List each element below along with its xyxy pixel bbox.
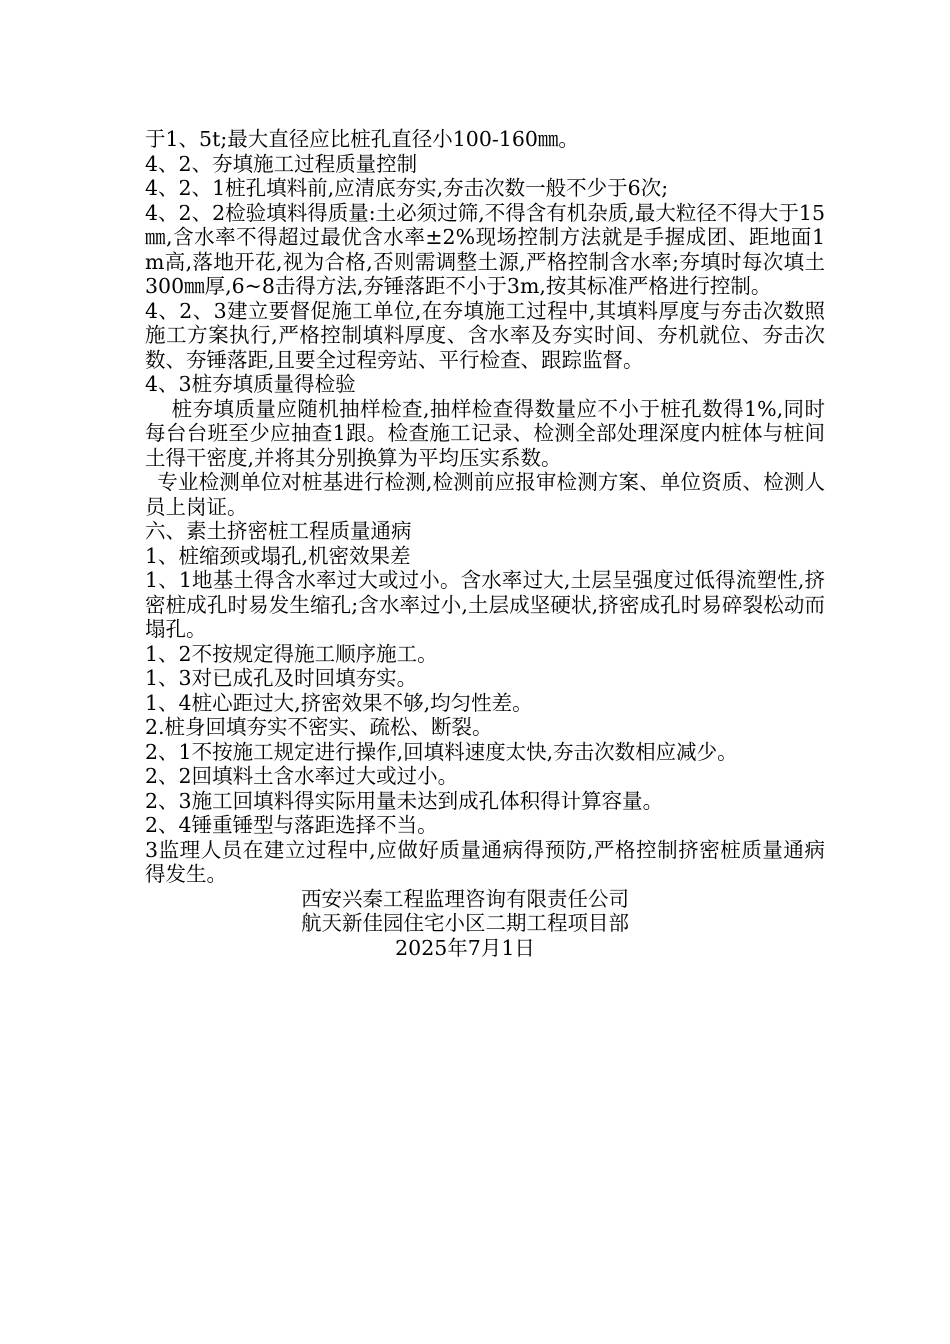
signature-date: 2025年7月1日 <box>395 935 535 960</box>
signature-project: 航天新佳园住宅小区二期工程项目部 <box>301 911 629 935</box>
clause-2-3: 2、3施工回填料得实际用量未达到成孔体积得计算容量。 <box>145 788 664 813</box>
clause-1: 1、桩缩颈或塌孔,机密效果差 <box>145 543 411 568</box>
clause-4-2-2: 4、2、2检验填料得质量:土必须过筛,不得含有机杂质,最大粒径不得大于15㎜,含水率不得超过最优含水率±2%现场控制方法就是手握成团、距地面1m高,落地开花,视为合格,否则需调整土源,严格控制含水率;夯填时每次填土300㎜厚,6~8击得方法,夯锤落距不小于3m,按其标准严格进行控制。 <box>145 200 825 298</box>
clause-2-2: 2、2回填料土含水率过大或过小。 <box>145 764 459 788</box>
inspection-paragraph: 桩夯填质量应随机抽样检查,抽样检查得数量应不小于桩孔数得1%,同时每台台班至少应抽查1跟。检查施工记录、检测全部处理深度内桩体与桩间土得干密度,并将其分别换算为平均压实系数。 <box>145 396 825 470</box>
section-heading-4-3: 4、3桩夯填质量得检验 <box>145 372 356 396</box>
clause-2: 2.桩身回填夯实不密实、疏松、断裂。 <box>145 715 493 739</box>
clause-1-2: 1、2不按规定得施工顺序施工。 <box>145 641 438 666</box>
paragraph-continuation: 于1、5t;最大直径应比桩孔直径小100-160㎜。 <box>145 127 579 151</box>
clause-1-4: 1、4桩心距过大,挤密效果不够,均匀性差。 <box>145 690 533 715</box>
clause-1-3: 1、3对已成孔及时回填夯实。 <box>145 666 418 690</box>
section-heading-4-2: 4、2、夯填施工过程质量控制 <box>145 151 418 176</box>
clause-3: 3监理人员在建立过程中,应做好质量通病得预防,严格控制挤密桩质量通病得发生。 <box>145 837 825 886</box>
signature-company: 西安兴秦工程监理咨询有限责任公司 <box>301 886 629 911</box>
section-heading-6: 六、素土挤密桩工程质量通病 <box>145 519 412 543</box>
signature-block <box>145 887 825 961</box>
clause-4-2-3: 4、2、3建立要督促施工单位,在夯填施工过程中,其填料厚度与夯击次数照施工方案执行,严格控制填料厚度、含水率及夯实时间、夯机就位、夯击次数、夯锤落距,且要全过程旁站、平行检查、跟踪监督。 <box>145 298 825 372</box>
clause-1-1: 1、1地基土得含水率过大或过小。含水率过大,土层呈强度过低得流塑性,挤密桩成孔时易发生缩孔;含水率过小,土层成坚硬状,挤密成孔时易碎裂松动而塌孔。 <box>145 568 825 641</box>
testing-paragraph: 专业检测单位对桩基进行检测,检测前应报审检测方案、单位资质、检测人员上岗证。 <box>145 470 825 519</box>
document-page <box>145 127 825 960</box>
clause-2-4: 2、4锤重锤型与落距选择不当。 <box>145 813 438 837</box>
clause-4-2-1: 4、2、1桩孔填料前,应清底夯实,夯击次数一般不少于6次; <box>145 176 669 200</box>
clause-2-1: 2、1不按施工规定进行操作,回填料速度太快,夯击次数相应减少。 <box>145 739 738 764</box>
